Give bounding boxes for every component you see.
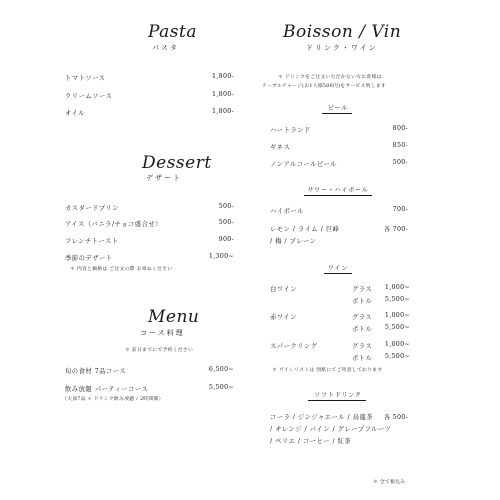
course-title: Menu bbox=[148, 307, 200, 327]
beer-heading bbox=[318, 103, 358, 112]
beer-underline bbox=[322, 113, 352, 114]
wine-glass-label: グラス bbox=[352, 286, 373, 293]
pasta-title: Pasta bbox=[148, 22, 198, 42]
dessert-item-price: 500- bbox=[218, 203, 234, 210]
soft-line-1: コーラ / ジンジャエール / 烏龍茶 bbox=[270, 414, 374, 421]
beer-heading-label: ビール bbox=[327, 105, 349, 112]
sour-price: 各 700- bbox=[383, 226, 408, 233]
highball-price: 700- bbox=[392, 206, 408, 213]
dessert-item-name: フレンチトースト bbox=[65, 238, 119, 245]
wine-group-name: スパークリング bbox=[270, 343, 318, 350]
sour-line-1: レモン / ライム / 巨峰 bbox=[270, 226, 340, 233]
wine-glass-label: グラス bbox=[352, 314, 373, 321]
pasta-item-price: 1,800- bbox=[212, 73, 234, 80]
dessert-note: ＊ 内容と価格は ご注文の際 お尋ねください bbox=[70, 267, 173, 272]
wine-bottle-price: 5,500~ bbox=[384, 324, 410, 331]
sour-underline bbox=[304, 195, 372, 196]
drinks-intro-line2: テーブルチャージ(お1人様500円)をサービス致します bbox=[262, 84, 387, 89]
drinks-title: Boisson / Vin bbox=[283, 22, 402, 42]
wine-bottle-price: 5,500~ bbox=[384, 353, 410, 360]
wine-bottle-label: ボトル bbox=[352, 298, 373, 305]
dessert-title: Dessert bbox=[142, 153, 212, 173]
sour-line-2: / 梅 / プレーン bbox=[270, 238, 317, 245]
pasta-item-price: 1,800- bbox=[212, 91, 234, 98]
course-item-price: 6,500~ bbox=[208, 366, 234, 373]
sour-heading bbox=[296, 185, 380, 194]
course-subtitle: コース料理 bbox=[140, 329, 185, 337]
drinks-intro-line1: ＊ ドリンクをご注文いただかない方お客様は、 bbox=[278, 75, 387, 80]
course-item-name: 旬の食材 7品コース bbox=[65, 368, 127, 375]
dessert-item-price: 900- bbox=[218, 236, 234, 243]
soft-price: 各 500- bbox=[383, 414, 408, 421]
pasta-item-name: オイル bbox=[65, 110, 86, 117]
wine-glass-price: 1,000~ bbox=[384, 312, 410, 319]
wine-heading bbox=[318, 263, 358, 272]
beer-item-name: ノンアルコールビール bbox=[270, 161, 337, 168]
wine-group-name: 赤ワイン bbox=[270, 314, 297, 321]
soft-heading bbox=[302, 390, 374, 399]
beer-item-price: 800- bbox=[392, 125, 408, 132]
course-item-price: 5,500~ bbox=[208, 384, 234, 391]
dessert-subtitle: デザート bbox=[146, 174, 182, 182]
dessert-item-name: 季節のデザート bbox=[65, 255, 113, 262]
wine-bottle-price: 5,500~ bbox=[384, 296, 410, 303]
soft-heading-label: ソフトドリンク bbox=[314, 392, 362, 399]
beer-item-price: 500- bbox=[392, 159, 408, 166]
course-party-note: （大皿7品 + ドリンク飲み放題 / 2時間制） bbox=[62, 397, 164, 402]
beer-item-name: ハートランド bbox=[270, 127, 311, 134]
soft-line-3: / ペリエ / コーヒー / 紅茶 bbox=[270, 438, 352, 445]
beer-item-price: 850- bbox=[392, 142, 408, 149]
wine-group-name: 白ワイン bbox=[270, 286, 297, 293]
wine-glass-label: グラス bbox=[352, 343, 373, 350]
pasta-item-price: 1,800- bbox=[212, 108, 234, 115]
beer-item-name: ギネス bbox=[270, 144, 291, 151]
wine-underline bbox=[324, 273, 352, 274]
wine-bottle-label: ボトル bbox=[352, 326, 373, 333]
dessert-item-name: アイス（バニラ/チョコ盛合せ） bbox=[65, 221, 162, 228]
dessert-item-name: カスタードプリン bbox=[65, 205, 119, 212]
soft-line-2: / オレンジ / パイン / グレープフルーツ bbox=[270, 426, 392, 433]
dessert-item-price: 500- bbox=[218, 219, 234, 226]
sour-heading-label: サワー・ハイボール bbox=[307, 187, 369, 194]
highball-name: ハイボール bbox=[270, 208, 304, 215]
pasta-subtitle: パスタ bbox=[152, 44, 179, 52]
pasta-item-name: トマトソース bbox=[65, 75, 106, 82]
wine-note: ＊ ワインリストは 別紙にてご用意しております bbox=[272, 368, 383, 373]
soft-underline bbox=[308, 400, 366, 401]
dessert-item-price: 1,300~ bbox=[208, 253, 234, 260]
course-item-name: 飲み放題 パーティーコース bbox=[65, 386, 149, 393]
drinks-subtitle: ドリンク・ワイン bbox=[306, 44, 378, 52]
wine-glass-price: 1,000~ bbox=[384, 284, 410, 291]
wine-glass-price: 1,000~ bbox=[384, 341, 410, 348]
wine-heading-label: ワイン bbox=[327, 265, 349, 272]
wine-bottle-label: ボトル bbox=[352, 355, 373, 362]
course-note: ＊ 前日までにで予約ください bbox=[125, 348, 194, 353]
footer-tax-note: ＊ 全て税込み bbox=[373, 480, 406, 485]
pasta-item-name: クリームソース bbox=[65, 93, 113, 100]
